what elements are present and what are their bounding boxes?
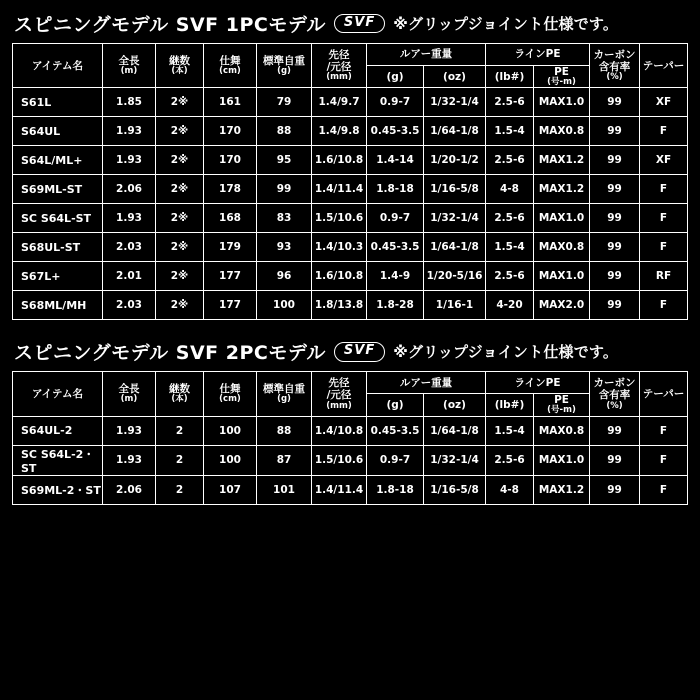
- cell-item-name: SC S64L-ST: [13, 204, 103, 233]
- cell-line-lb: 1.5-4: [486, 233, 534, 262]
- cell-weight: 96: [257, 262, 312, 291]
- cell-lure-g: 1.8-18: [367, 475, 424, 504]
- cell-line-pe: MAX0.8: [534, 117, 590, 146]
- cell-line-pe: MAX1.0: [534, 445, 590, 475]
- cell-lure-g: 1.4-9: [367, 262, 424, 291]
- header-line-lb: (lb#): [486, 66, 534, 88]
- cell-item-name: S69ML-2・ST: [13, 475, 103, 504]
- cell-length: 1.93: [103, 146, 156, 175]
- svf-badge-2: SVF: [334, 342, 385, 362]
- cell-taper: RF: [640, 262, 688, 291]
- cell-item-name: S69ML-ST: [13, 175, 103, 204]
- cell-diameter: 1.6/10.8: [312, 262, 367, 291]
- cell-closed: 170: [204, 117, 257, 146]
- header-lure-weight-g: (g): [367, 394, 424, 416]
- header-line-pe-group: ラインPE: [486, 44, 590, 66]
- cell-taper: F: [640, 175, 688, 204]
- header-lure-weight-oz: (oz): [424, 66, 486, 88]
- spec-table-2pc: [12, 371, 688, 504]
- cell-pieces: 2※: [156, 262, 204, 291]
- cell-diameter: 1.4/10.8: [312, 416, 367, 445]
- cell-lure-g: 1.8-28: [367, 291, 424, 320]
- cell-pieces: 2※: [156, 291, 204, 320]
- header-lure-weight-group: ルアー重量: [367, 372, 486, 394]
- cell-diameter: 1.8/13.8: [312, 291, 367, 320]
- cell-taper: F: [640, 233, 688, 262]
- cell-taper: F: [640, 291, 688, 320]
- table-row: [13, 146, 688, 175]
- header-item-name: アイテム名: [13, 372, 103, 416]
- cell-weight: 88: [257, 416, 312, 445]
- cell-item-name: S68ML/MH: [13, 291, 103, 320]
- header-diameter: 先径 /元径 (mm): [312, 372, 367, 416]
- cell-diameter: 1.4/10.3: [312, 233, 367, 262]
- cell-diameter: 1.4/9.7: [312, 88, 367, 117]
- cell-lure-oz: 1/64-1/8: [424, 117, 486, 146]
- header-lure-weight-g: (g): [367, 66, 424, 88]
- header-pieces: 継数 (本): [156, 372, 204, 416]
- cell-diameter: 1.4/11.4: [312, 175, 367, 204]
- cell-carbon: 99: [590, 416, 640, 445]
- cell-lure-oz: 1/32-1/4: [424, 88, 486, 117]
- cell-lure-g: 0.9-7: [367, 204, 424, 233]
- cell-lure-g: 1.8-18: [367, 175, 424, 204]
- table-row: [13, 117, 688, 146]
- cell-taper: F: [640, 445, 688, 475]
- cell-weight: 99: [257, 175, 312, 204]
- cell-length: 2.03: [103, 233, 156, 262]
- header-line-pe: PE (号-m): [534, 66, 590, 88]
- cell-item-name: SC S64L-2・ST: [13, 445, 103, 475]
- header-line-pe: PE (号-m): [534, 394, 590, 416]
- cell-line-lb: 1.5-4: [486, 416, 534, 445]
- cell-lure-oz: 1/20-5/16: [424, 262, 486, 291]
- cell-line-lb: 2.5-6: [486, 146, 534, 175]
- cell-diameter: 1.6/10.8: [312, 146, 367, 175]
- cell-lure-oz: 1/16-1: [424, 291, 486, 320]
- cell-weight: 93: [257, 233, 312, 262]
- spec-table-1pc: [12, 43, 688, 320]
- header-carbon-content: カーボン 含有率 (%): [590, 44, 640, 88]
- table-header-row-top: [13, 44, 688, 66]
- table-row: [13, 204, 688, 233]
- cell-diameter: 1.4/9.8: [312, 117, 367, 146]
- header-line-lb: (lb#): [486, 394, 534, 416]
- cell-line-lb: 1.5-4: [486, 117, 534, 146]
- cell-line-lb: 4-8: [486, 175, 534, 204]
- cell-closed: 100: [204, 445, 257, 475]
- cell-closed: 168: [204, 204, 257, 233]
- cell-carbon: 99: [590, 291, 640, 320]
- table-row: [13, 291, 688, 320]
- header-weight: 標準自重 (g): [257, 372, 312, 416]
- header-line-pe-group: ラインPE: [486, 372, 590, 394]
- header-closed-length: 仕舞 (cm): [204, 44, 257, 88]
- cell-weight: 88: [257, 117, 312, 146]
- cell-diameter: 1.5/10.6: [312, 204, 367, 233]
- cell-item-name: S64L/ML+: [13, 146, 103, 175]
- header-pieces: 継数 (本): [156, 44, 204, 88]
- header-taper: テーパー: [640, 44, 688, 88]
- section-1-title: スピニングモデル SVF 1PCモデル: [14, 14, 326, 36]
- header-diameter: 先径 /元径 (mm): [312, 44, 367, 88]
- cell-lure-g: 0.45-3.5: [367, 416, 424, 445]
- cell-weight: 83: [257, 204, 312, 233]
- table-row: [13, 175, 688, 204]
- cell-taper: F: [640, 117, 688, 146]
- cell-carbon: 99: [590, 233, 640, 262]
- cell-item-name: S67L+: [13, 262, 103, 291]
- cell-carbon: 99: [590, 117, 640, 146]
- cell-weight: 100: [257, 291, 312, 320]
- cell-lure-g: 0.45-3.5: [367, 117, 424, 146]
- cell-length: 2.03: [103, 291, 156, 320]
- cell-line-lb: 4-20: [486, 291, 534, 320]
- cell-lure-oz: 1/16-5/8: [424, 175, 486, 204]
- cell-line-pe: MAX2.0: [534, 291, 590, 320]
- cell-pieces: 2※: [156, 175, 204, 204]
- table-row: [13, 475, 688, 504]
- cell-lure-g: 0.9-7: [367, 445, 424, 475]
- cell-lure-g: 0.9-7: [367, 88, 424, 117]
- cell-lure-oz: 1/32-1/4: [424, 204, 486, 233]
- cell-line-lb: 2.5-6: [486, 88, 534, 117]
- cell-line-lb: 2.5-6: [486, 262, 534, 291]
- header-weight: 標準自重 (g): [257, 44, 312, 88]
- cell-carbon: 99: [590, 175, 640, 204]
- cell-pieces: 2: [156, 445, 204, 475]
- cell-line-lb: 2.5-6: [486, 204, 534, 233]
- cell-length: 1.93: [103, 445, 156, 475]
- cell-closed: 170: [204, 146, 257, 175]
- cell-pieces: 2: [156, 475, 204, 504]
- cell-lure-g: 0.45-3.5: [367, 233, 424, 262]
- cell-lure-oz: 1/20-1/2: [424, 146, 486, 175]
- cell-carbon: 99: [590, 262, 640, 291]
- cell-line-pe: MAX1.0: [534, 262, 590, 291]
- header-taper: テーパー: [640, 372, 688, 416]
- cell-line-pe: MAX1.2: [534, 175, 590, 204]
- cell-line-pe: MAX0.8: [534, 233, 590, 262]
- cell-item-name: S64UL: [13, 117, 103, 146]
- cell-lure-oz: 1/64-1/8: [424, 233, 486, 262]
- cell-line-pe: MAX0.8: [534, 416, 590, 445]
- cell-item-name: S64UL-2: [13, 416, 103, 445]
- header-carbon-content: カーボン 含有率 (%): [590, 372, 640, 416]
- cell-line-pe: MAX1.2: [534, 146, 590, 175]
- cell-closed: 179: [204, 233, 257, 262]
- cell-line-pe: MAX1.0: [534, 88, 590, 117]
- cell-length: 1.93: [103, 117, 156, 146]
- svf-badge-1: SVF: [334, 14, 385, 34]
- cell-line-lb: 4-8: [486, 475, 534, 504]
- section-2-note: ※グリップジョイント仕様です。: [393, 343, 619, 362]
- cell-pieces: 2※: [156, 117, 204, 146]
- cell-carbon: 99: [590, 475, 640, 504]
- cell-closed: 107: [204, 475, 257, 504]
- cell-taper: F: [640, 204, 688, 233]
- spec-table-2pc-body: [13, 416, 688, 504]
- cell-pieces: 2: [156, 416, 204, 445]
- header-length: 全長 (m): [103, 44, 156, 88]
- section-2-title: スピニングモデル SVF 2PCモデル: [14, 342, 326, 365]
- cell-taper: XF: [640, 88, 688, 117]
- cell-length: 2.01: [103, 262, 156, 291]
- cell-pieces: 2※: [156, 204, 204, 233]
- table-row: [13, 445, 688, 475]
- header-lure-weight-group: ルアー重量: [367, 44, 486, 66]
- cell-carbon: 99: [590, 445, 640, 475]
- cell-line-pe: MAX1.0: [534, 204, 590, 233]
- section-1-note: ※グリップジョイント仕様です。: [393, 15, 619, 33]
- table-header-row-top: [13, 372, 688, 394]
- spec-table-1pc-body: [13, 88, 688, 320]
- cell-length: 2.06: [103, 475, 156, 504]
- cell-taper: F: [640, 475, 688, 504]
- cell-lure-g: 1.4-14: [367, 146, 424, 175]
- table-row: [13, 88, 688, 117]
- cell-length: 1.85: [103, 88, 156, 117]
- cell-length: 2.06: [103, 175, 156, 204]
- table-row: [13, 416, 688, 445]
- cell-taper: XF: [640, 146, 688, 175]
- table-row: [13, 233, 688, 262]
- cell-weight: 87: [257, 445, 312, 475]
- cell-item-name: S61L: [13, 88, 103, 117]
- header-item-name: アイテム名: [13, 44, 103, 88]
- cell-line-pe: MAX1.2: [534, 475, 590, 504]
- cell-closed: 178: [204, 175, 257, 204]
- cell-pieces: 2※: [156, 88, 204, 117]
- header-length: 全長 (m): [103, 372, 156, 416]
- cell-item-name: S68UL-ST: [13, 233, 103, 262]
- cell-lure-oz: 1/32-1/4: [424, 445, 486, 475]
- cell-lure-oz: 1/64-1/8: [424, 416, 486, 445]
- cell-pieces: 2※: [156, 146, 204, 175]
- cell-closed: 177: [204, 262, 257, 291]
- cell-carbon: 99: [590, 146, 640, 175]
- table-row: [13, 262, 688, 291]
- section-1-header: [12, 6, 688, 43]
- cell-line-lb: 2.5-6: [486, 445, 534, 475]
- cell-length: 1.93: [103, 204, 156, 233]
- cell-lure-oz: 1/16-5/8: [424, 475, 486, 504]
- cell-weight: 79: [257, 88, 312, 117]
- cell-weight: 101: [257, 475, 312, 504]
- section-2-header: [12, 334, 688, 371]
- section-divider: [12, 320, 688, 334]
- cell-closed: 161: [204, 88, 257, 117]
- cell-length: 1.93: [103, 416, 156, 445]
- cell-taper: F: [640, 416, 688, 445]
- cell-weight: 95: [257, 146, 312, 175]
- header-lure-weight-oz: (oz): [424, 394, 486, 416]
- header-closed-length: 仕舞 (cm): [204, 372, 257, 416]
- cell-carbon: 99: [590, 204, 640, 233]
- cell-closed: 100: [204, 416, 257, 445]
- cell-carbon: 99: [590, 88, 640, 117]
- cell-closed: 177: [204, 291, 257, 320]
- cell-pieces: 2※: [156, 233, 204, 262]
- cell-diameter: 1.5/10.6: [312, 445, 367, 475]
- cell-diameter: 1.4/11.4: [312, 475, 367, 504]
